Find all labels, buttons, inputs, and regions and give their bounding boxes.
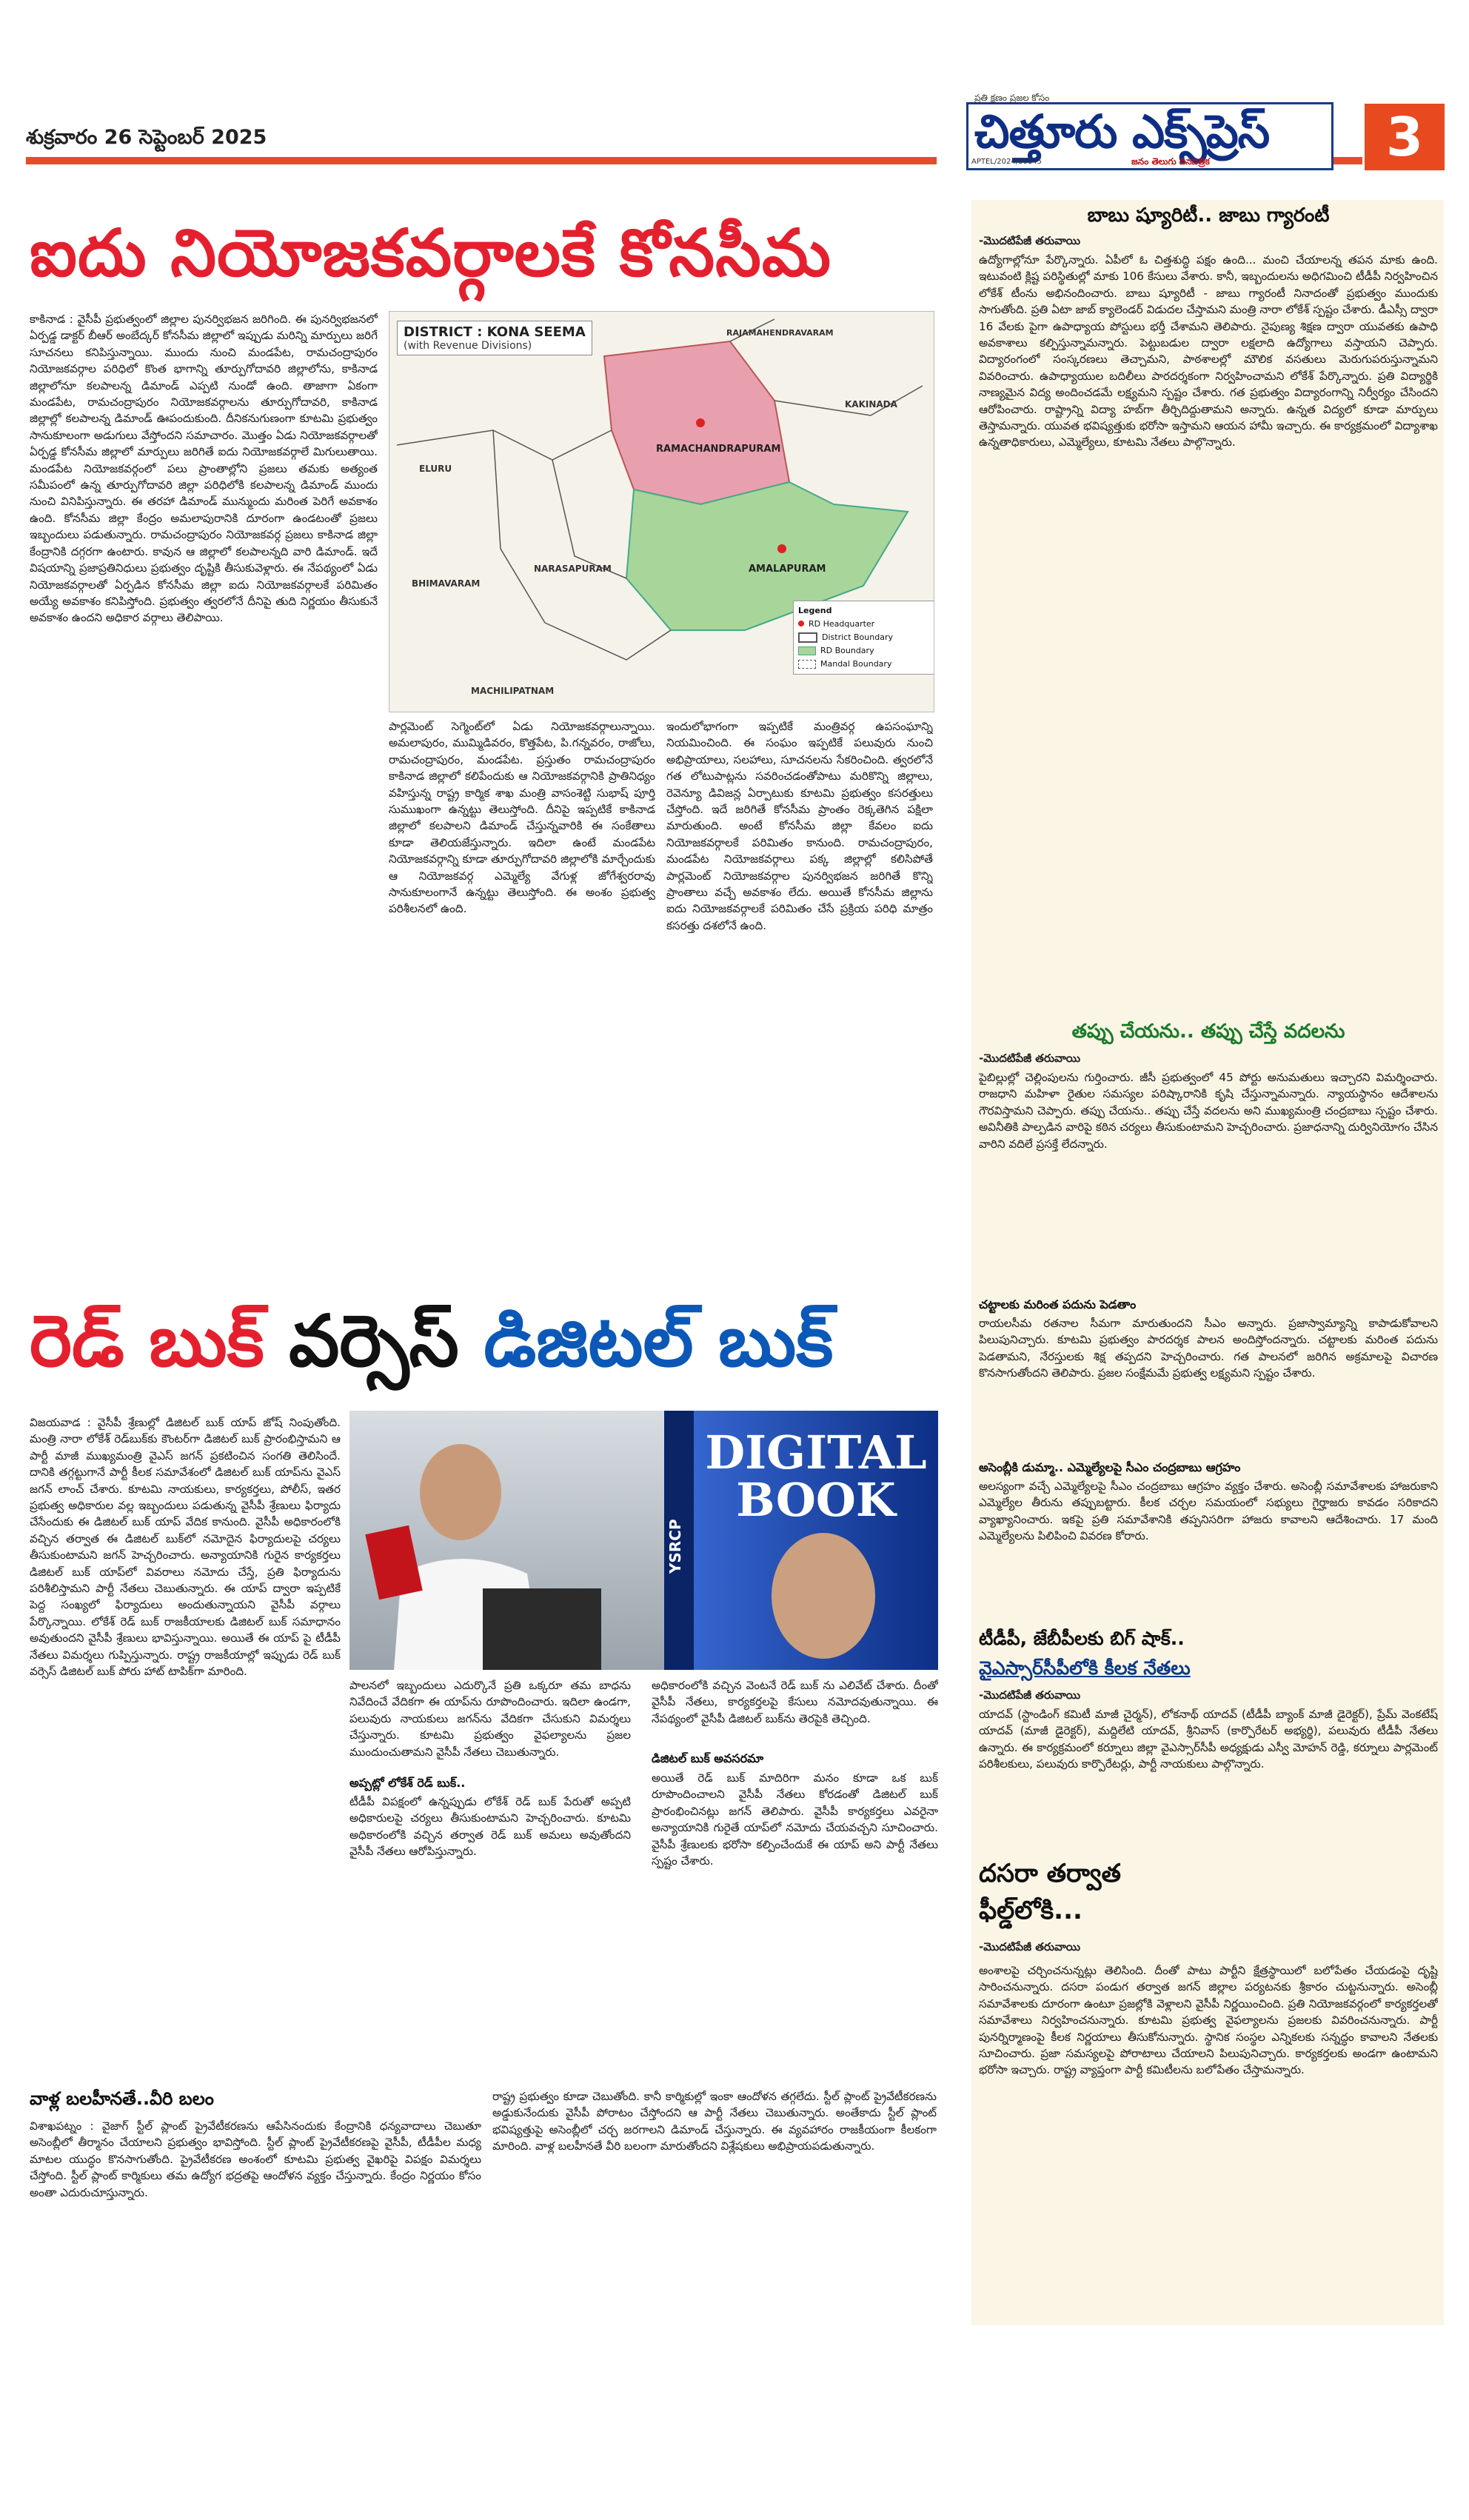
rc-text-4: అంశాలపై చర్చించనున్నట్లు తెలిసింది. దీంతో పాటు పార్టీని క్షేత్రస్థాయిలో బలోపేతం చేయడంపై దృష్టి సారించనున్నారు. దసరా పండుగ తర్వాత జగన్ జిల్లాల పర్యటనకు శ్రీకారం చుట్టనున్నారు. అసెంబ్లీ సమావేశాలకు దూరంగా ఉంటూ ప్రజల్లోకి వెళ్లాలని వైసీపీ నిర్ణయించింది. ప్రతి నియోజకవర్గంలో కార్యకర్తలతో సమావేశాలు నిర్వహించనున్నారు. కూటమి ప్రభుత్వ వైఫల్యాలను ప్రజలకు వివరించనున్నారు. పార్టీ పునర్నిర్మాణంపై కీలక నిర్ణయాలు తీసుకోనున్నారు. స్థానిక సంస్థల ఎన్నికలకు సన్నద్ధం కావాలని నేతలకు సూచించారు. ప్రజా సమస్యలపై పోరాటాలు చేయాలని పిలుపునిచ్చారు. కార్యకర్తలకు అండగా ఉంటామని భరోసా ఇచ్చారు. రాష్ట్ర వ్యాప్తంగా పార్టీ కమిటీలను బలోపేతం చేస్తామన్నారు. [979, 1964, 1438, 2077]
rc-title-1: బాబు ష్యూరిటీ.. జాబు గ్యారంటీ [1087, 204, 1330, 227]
masthead-tagline: జనం తెలుగు దినపత్రిక [1131, 156, 1210, 167]
masthead [966, 93, 1334, 170]
map-label: NARASAPURAM [534, 564, 612, 574]
podium [483, 1588, 601, 1670]
map-label: KAKINADA [845, 399, 897, 410]
map-label: AMALAPURAM [749, 564, 826, 575]
headline-digital-book: డిజిటల్ బుక్ [483, 1300, 834, 1383]
rc-subhead-2b: అసెంబ్లీకి డుమ్మా.. ఎమ్మెల్యేలపై సీఎం చంద్రబాబు ఆగ్రహం [979, 1460, 1241, 1474]
story2-column-3: అధికారంలోకి వచ్చిన వెంటనే రెడ్ బుక్ ను ఎలివేట్ చేశారు. దీంతో వైసీపీ నేతలు, కార్యకర్తలపై కేసులు నమోదవుతున్నాయి. ఈ నేపథ్యంలో వైసీపీ డిజిటల్ బుక్‌ను తెరపైకి తెచ్చింది. [652, 1679, 938, 1725]
rc-byline-2: -మొదటిపేజీ తరువాయి [979, 1052, 1081, 1065]
rc-byline-4: -మొదటిపేజీ తరువాయి [979, 1940, 1081, 1953]
headline-red-book: రెడ్ బుక్ [30, 1300, 264, 1383]
map-subtitle: (with Revenue Divisions) [404, 340, 532, 352]
rc-text-2b: రాయలసీమ రతనాల సీమగా మారుతుందని సీఎం అన్నారు. ప్రజాస్వామ్యాన్ని కాపాడుకోవాలని పిలుపునిచ్చారు. కూటమి ప్రభుత్వం పారదర్శక పాలన అందిస్తోందన్నారు. చట్టాలకు మరింత పదును పెడతామని, నేరస్తులకు శిక్ష తప్పదని హెచ్చరించారు. గత పాలనలో జరిగిన అక్రమాలపై విచారణ కొనసాగుతోందని తెలిపారు. ప్రజల సంక్షేమమే ప్రభుత్వ లక్ష్యమని స్పష్టం చేశారు. [979, 1317, 1438, 1380]
legend-title: Legend [798, 606, 832, 615]
map-legend [793, 601, 934, 675]
story1-column-1: కాకినాడ : వైసీపీ ప్రభుత్వంలో జిల్లాల పునర్విభజన జరిగింది. ఈ పునర్విభజనలో ఏర్పడ్డ డాక్టర్ బీఆర్ అంబేద్కర్ కోనసీమ జిల్లాలో ఇప్పుడు మరిన్ని మార్పులు జరిగే సూచనలు కనిపిస్తున్నాయి. ముందు నుంచి మండపేట, రామచంద్రాపురం నియోజకవర్గాల పరిధిలో కొంత భాగాన్ని తూర్పుగోదావరి జిల్లాలోను, కాకినాడ జిల్లాలోనూ కలపాలన్న డిమాండ్ ఎప్పటి నుండో ఉంది. తాజాగా ఏకంగా మండపేట, రామచంద్రాపురం నియోజకవర్గాలను తూర్పుగోదావరి, కాకినాడ జిల్లాల్లో కలపాలన్న డిమాండ్ ఊపందుకుంది. దీనికనుగుణంగా కూటమి ప్రభుత్వం సానుకూలంగా అడుగులు వేస్తోందని సమాచారం. మొత్తం ఏడు నియోజకవర్గాలతో ఏర్పడ్డ కోనసీమ జిల్లాలో మార్పులు జరిగితే ఐదు నియోజకవర్గాలే మిగులుతాయి. మండపేట నియోజకవర్గంలో పలు ప్రాంతాల్లోని ప్రజలు తమకు అత్యంత సమీపంలో ఉన్న తూర్పుగోదావరి జిల్లా పరిధిలోకి కలపాలన్న డిమాండ్ ముందు నుంచి వినిపిస్తున్నారు. ఈ తరహా డిమాండ్ మున్ముందు మరింత పెరిగే అవకాశం ఉంది. కోనసీమ జిల్లా కేంద్రం అమలాపురానికి దూరంగా ఉండటంతో ప్రజలు ఇబ్బందులు పడుతున్నారు. రామచంద్రాపురం నియోజకవర్గ ప్రజలు కాకినాడ జిల్లా కేంద్రానికి దగ్గరగా ఉంటారు. కావున ఆ జిల్లాలో కలపాలన్నది వారి డిమాండ్. ఇదే విషయాన్ని ప్రజాప్రతినిధులు ప్రభుత్వం దృష్టికి తీసుకువెళ్లారు. ఈ నేపథ్యంలో ఏడు నియోజకవర్గాలతో ఏర్పడిన కోనసీమ జిల్లా ఐదు నియోజకవర్గాలకే పరిమితం అయ్యే అవకాశం కనిపిస్తోంది. ప్రభుత్వం త్వరలోనే దీనిపై తుది నిర్ణయం తీసుకునే అవకాశం ఉందని అధికార వర్గాలు తెలిపాయి. [30, 313, 378, 625]
masthead-title: చిత్తూరు ఎక్స్‌ప్రెస్ [974, 104, 1270, 158]
story2-column-2: పాలనలో ఇబ్బందులు ఎదుర్కొనే ప్రతి ఒక్కరూ తమ బాధను నివేదించే వేదికగా ఈ యాప్‌ను రూపొందించారు. ఇదిలా ఉండగా, పలువురు నాయకులు జగన్‌ను వేదికగా చేసుకుని విమర్శలు చేస్తున్నారు. కూటమి ప్రభుత్వం వైఫల్యాలను ప్రజల ముందుంచుతామని వైసీపీ నేతలు చెబుతున్నారు. [349, 1679, 631, 1759]
map-title: DISTRICT : KONA SEEMA [404, 324, 586, 340]
kona-seema-map [389, 311, 934, 712]
story3-headline: వాళ్ల బలహీనతే..వీరి బలం [30, 2088, 214, 2109]
masthead-topline: ప్రతి క్షణం ప్రజల కోసం [974, 93, 1050, 103]
map-label: RAMACHANDRAPURAM [656, 444, 781, 455]
rc-title-4a: దసరా తర్వాత [979, 1859, 1121, 1888]
legend-item: RD Headquarter [798, 618, 931, 631]
story3-column-1: విశాఖపట్నం : వైజాగ్ స్టీల్ ప్లాంట్ ప్రైవేటీకరణను ఆపేసినందుకు కేంద్రానికి ధన్యవాదాలు చెబుతూ అసెంబ్లీలో తీర్మానం చేయాలని ప్రభుత్వం భావిస్తోంది. స్టీల్ ప్లాంట్ ప్రైవేటీకరణపై వైసీపీ, టీడీపీల మధ్య మాటల యుద్ధం కొనసాగుతోంది. ప్రైవేటీకరణ అంశంలో కూటమి ప్రభుత్వ వైఖరిపై విపక్షం విమర్శలు చేస్తోంది. స్టీల్ ప్లాంట్ కార్మికులు తమ ఉద్యోగ భద్రతపై ఆందోళన వ్యక్తం చేస్తున్నారు. కేంద్రం నిర్ణయం కోసం అంతా ఎదురుచూస్తున్నారు. [30, 2119, 481, 2199]
legend-item: RD Boundary [798, 644, 931, 658]
rc-text-2: పైబిల్లుల్లో చెల్లింపులను గుర్తించారు. జీసీ ప్రభుత్వంలో 45 పోర్టు అనుమతులు ఇచ్చారని విమర్శించారు. రాజధాని మహిళా రైతుల సమస్యల పరిష్కారానికి కృషి చేస్తున్నామన్నారు. న్యాయస్థానం ఆదేశాలను గౌరవిస్తామని చెప్పారు. తప్పు చేయను.. తప్పు చేస్తే వదలను అని ముఖ్యమంత్రి చంద్రబాబు స్పష్టం చేశారు. అవినీతికి పాల్పడిన వారిపై కఠిన చర్యలు తీసుకుంటామని హెచ్చరించారు. ప్రజాధనాన్ని దుర్వినియోగం చేసిన వారిని వదిలే ప్రసక్తే లేదన్నారు. [979, 1071, 1438, 1151]
rc-text-2c: అలస్యంగా వచ్చే ఎమ్మెల్యేలపై సీఎం చంద్రబాబు ఆగ్రహం వ్యక్తం చేశారు. అసెంబ్లీ సమావేశాలకు హాజరుకాని ఎమ్మెల్యేల తీరును తప్పుబట్టారు. కీలక చర్చల సమయంలో సభ్యులు గైర్హాజరు కావడం సరికాదని వ్యాఖ్యానించారు. ఇకపై ప్రతి సమావేశానికి తప్పనిసరిగా హాజరు కావాలని ఆదేశించారు. 17 మంది ఎమ్మెల్యేలను పిలిపించి వివరణ కోరారు. [979, 1480, 1438, 1543]
story1-column-2: పార్లమెంట్ సెగ్మెంట్‌లో ఏడు నియోజకవర్గాలున్నాయి. అమలాపురం, ముమ్మిడివరం, కొత్తపేట, పి.గన్నవరం, రాజోలు, రామచంద్రాపురం, మండపేట. ప్రస్తుతం రామచంద్రాపురం కాకినాడ జిల్లాలో కలిపేందుకు ఆ నియోజకవర్గానికి ప్రాతినిధ్యం వహిస్తున్న రాష్ట్ర కార్మిక శాఖ మంత్రి వాసంశెట్టి సుభాష్ పూర్తి సుముఖంగా ఉన్నట్టు తెలుస్తోంది. దీనిపై ఇప్పటికే కాకినాడ జిల్లాలో కలపాలని డిమాండ్ చేస్తున్నవారికి ఈ సంకేతాలు కూడా తెలియజేస్తున్నారు. ఇదిలా ఉంటే మండపేట నియోజకవర్గాన్ని కూడా తూర్పుగోదావరి జిల్లాలోకి మార్చేందుకు ఆ నియోజకవర్గ ఎమ్మెల్యే వేగుళ్ల జోగేశ్వరరావు సానుకూలంగానే ఉన్నట్టు తెలుస్తోంది. ఈ అంశం ప్రభుత్వ పరిశీలనలో ఉంది. [389, 720, 655, 916]
person-head [420, 1444, 501, 1540]
legend-item: Mandal Boundary [798, 658, 931, 671]
rc-title-2: తప్పు చేయను.. తప్పు చేస్తే వదలను [1071, 1020, 1345, 1043]
story2-headline [30, 1300, 833, 1400]
headline-versus: వర్సెస్ [289, 1300, 459, 1383]
rd-hq-marker-1 [696, 418, 705, 427]
story2-column-2b: టీడీపీ విపక్షంలో ఉన్నప్పుడు లోకేశ్ రెడ్ బుక్ పేరుతో అప్పటి అధికారులపై చర్యలు తీసుకుంటామని హెచ్చరించారు. కూటమి అధికారంలోకి వచ్చిన తర్వాత రెడ్ బుక్ అమలు అవుతోందని వైసీపీ నేతలు ఆరోపిస్తున్నారు. [349, 1795, 631, 1859]
rd-hq-marker-2 [777, 544, 786, 553]
story2-column-3b: అయితే రెడ్ బుక్ మాదిరిగా మనం కూడా ఒక బుక్ రూపొందించాలని వైసీపీ నేతలు కోరడంతో డిజిటల్ బుక్ ప్రారంభించినట్లు జగన్ తెలిపారు. వైసీపీ కార్యకర్తలు ఎవరైనా అన్యాయానికి గురైతే యాప్‌లో నమోదు చేయవచ్చని సూచించారు. వైసీపీ శ్రేణులకు భరోసా కల్పించేందుకే ఈ యాప్ అని పార్టీ నేతలు స్పష్టం చేశారు. [652, 1771, 938, 1868]
story3-column-2: రాష్ట్ర ప్రభుత్వం కూడా చెబుతోంది. కానీ కార్మికుల్లో ఇంకా ఆందోళన తగ్గలేదు. స్టీల్ ప్లాంట్ ప్రైవేటీకరణను అడ్డుకునేందుకు వైసీపీ పోరాటం చేస్తోందని ఆ పార్టీ నేతలు చెబుతున్నారు. అంతేకాదు స్టీల్ ప్లాంట్ భవిష్యత్తుపై అసెంబ్లీలో చర్చ జరగాలని డిమాండ్ చేస్తున్నారు. ఈ వ్యవహారం రాజకీయంగా కీలకంగా మారింది. వాళ్ల బలహీనతే వీరి బలంగా మారుతోందని విశ్లేషకులు అభిప్రాయపడుతున్నారు. [492, 2090, 937, 2153]
story2-photo [349, 1411, 938, 1670]
legend-item: District Boundary [798, 631, 931, 644]
rc-text-3: యాదవ్ (స్టాండింగ్ కమిటీ మాజీ చైర్మన్), లోకనాథ్ యాదవ్ (టీడీపీ బ్యాంక్ మాజీ డైరెక్టర్), ప్రేమ్ వెంకటేష్ యాదవ్ (మాజీ డైరెక్టర్), మద్దిలేటి యాదవ్, శ్రీనివాస్ (కార్పొరేటర్ అభ్యర్థి), పలువురు టీడీపీ నేతలు ఉన్నారు. ఈ కార్యక్రమంలో కర్నూలు జిల్లా వైఎస్సార్‌సీపీ అధ్యక్షుడు ఎస్వీ మోహన్ రెడ్డి, కర్నూలు పార్లమెంట్ పరిశీలకులు, పలువురు కార్పొరేటర్లు, పార్టీ నాయకులు పాల్గొన్నారు. [979, 1708, 1438, 1771]
story1-column-3: ఇందులోభాగంగా ఇప్పటికే మంత్రివర్గ ఉపసంఘాన్ని నియమించింది. ఈ సంఘం ఇప్పటికే పలువురు నుంచి అభిప్రాయాలు, సలహాలు, సూచనలను సేకరించింది. త్వరలోనే గత లోటుపాట్లను సవరించడంతోపాటు మరికొన్ని జిల్లాలు, రెవెన్యూ డివిజన్ల ఏర్పాటుకు కూటమి ప్రభుత్వం కసరత్తులు చేస్తోంది. ఇదే జరిగితే కోనసీమ ప్రాంతం రెక్కతెగిన పక్షిలా మారుతుంది. అంటే కోనసీమ జిల్లా కేవలం ఐదు నియోజకవర్గాలకే పరిమితం కానుంది. రామచంద్రాపురం, మండపేట నియోజకవర్గాలు పక్క జిల్లాల్లో కలిసిపోతే పార్లమెంట్ నియోజకవర్గాల పునర్విభజన జరిగితే కొన్ని ప్రాంతాలు వచ్చే అవకాశం లేదు. అయితే కోనసీమ జిల్లాను ఐదు నియోజకవర్గాలకే పరిమితం చేసే ప్రక్రియ పరిధి మాత్రం కసరత్తు దశలోనే ఉంది. [666, 720, 933, 932]
rc-title-3b: వైఎస్సార్‌సీపీలోకి కీలక నేతలు [979, 1657, 1191, 1679]
rc-title-4b: ఫీల్డ్‌లోకి... [979, 1896, 1082, 1925]
story2-subhead-1: అప్పట్లో లోకేశ్ రెడ్ బుక్.. [349, 1776, 466, 1790]
person2-head [772, 1533, 875, 1659]
map-label: ELURU [419, 464, 452, 474]
book-title: DIGITAL BOOK [705, 1426, 927, 1527]
header-rule [26, 157, 937, 164]
rc-text-1: ఉద్యోగాల్లోనూ పేర్కొన్నారు. ఏపీలో ఓ చిత్తశుద్ధి పక్షం ఉంది... మంచి చేయాలన్న తపన మాకు ఉంది. ఇటువంటి క్లిష్ట పరిస్థితుల్లో మాకు 106 కేసులు వేశారు. కానీ, ఇబ్బందులను అధిగమించి టీడీపీ నిర్వహించిన లోకేశ్ టీంను అభినందించారు. బాబు ష్యూరిటీ - జాబు గ్యారంటీ నినాదంతో ప్రభుత్వం ముందుకు సాగుతోంది. ప్రతి ఏటా జాబ్ క్యాలెండర్ విడుదల చేస్తామని మంత్రి నారా లోకేశ్ స్పష్టం చేశారు. డీఎస్సీ ద్వారా 16 వేలకు పైగా ఉపాధ్యాయ పోస్టులు భర్తీ చేశామని తెలిపారు. నైపుణ్య శిక్షణ ద్వారా యువతకు ఉపాధి అవకాశాలు కల్పిస్తున్నామన్నారు. పెట్టుబడుల ద్వారా లక్షలాది ఉద్యోగాలు వస్తాయని చెప్పారు. విద్యారంగంలో సంస్కరణలు తెచ్చామని, పాఠశాలల్లో మౌలిక వసతులు మెరుగుపరుస్తున్నామని వివరించారు. ఉపాధ్యాయుల బదిలీలు పారదర్శకంగా నిర్వహించామని లోకేశ్ పేర్కొన్నారు. ప్రతి విద్యార్థికి నాణ్యమైన విద్య అందించడమే లక్ష్యమని స్పష్టం చేశారు. గత ప్రభుత్వం విద్యారంగాన్ని నిర్వీర్యం చేసిందని ఆరోపించారు. రాష్ట్రాన్ని విద్యా హబ్‌గా తీర్చిదిద్దుతామని అన్నారు. ఉన్నత విద్యలో కూడా మార్పులు తెస్తామన్నారు. యువత భవిష్యత్తుకు భరోసా ఇస్తామని ఆయన హామీ ఇచ్చారు. ఈ కార్యక్రమంలో విద్యాశాఖ ఉన్నతాధికారులు, ఎమ్మెల్యేలు, కూటమి నేతలు పాల్గొన్నారు. [979, 253, 1438, 449]
rc-byline-3: -మొదటిపేజీ తరువాయి [979, 1688, 1081, 1702]
masthead-rni: APTEL/2024/86145 [971, 158, 1042, 166]
map-label: RAJAMAHENDRAVARAM [726, 328, 834, 338]
rc-subhead-2a: చట్టాలకు మరింత పదును పెడతాం [979, 1297, 1137, 1311]
map-label: MACHILIPATNAM [471, 686, 555, 696]
story2-column-1: విజయవాడ : వైసీపీ శ్రేణుల్లో డిజిటల్ బుక్ యాప్ జోష్ నింపుతోంది. మంత్రి నారా లోకేశ్ రెడ్‌బుక్‌కు కౌంటర్‌గా డిజిటల్ బుక్ ప్రారంభిస్తామని ఆ పార్టీ మాజీ ముఖ్యమంత్రి వైఎస్ జగన్ ప్రకటించిన సంగతి తెలిసిందే. దానికి తగ్గట్టుగానే పార్టీ కీలక సమావేశంలో డిజిటల్ బుక్ యాప్‌ను వైఎస్ జగన్ లాంచ్ చేశారు. కూటమి నాయకులు, కార్యకర్తలు, పోలీస్, ఇతర ప్రభుత్వ అధికారుల వల్ల ఇబ్బందులు పడుతున్న వైసీపీ శ్రేణులు ఫిర్యాదు చేసేందుకు ఈ డిజిటల్ బుక్ యాప్ వేదిక కానుంది. వైసీపీ అధికారంలోకి వచ్చిన తర్వాత ఈ డిజిటల్ బుక్‌లో నమోదైన ఫిర్యాదులపై చర్యలు తీసుకుంటామని జగన్ హెచ్చరించారు. అన్యాయానికి గురైన కార్యకర్తలు డిజిటల్ బుక్ యాప్‌లో వివరాలు నమోదు చేస్తే, ప్రతి ఫిర్యాదును పరిశీలిస్తామని పార్టీ నేతలు చెబుతున్నారు. ఈ యాప్ ద్వారా ఇప్పటికే పెద్ద సంఖ్యలో ఫిర్యాదులు అందుతున్నాయని వైసీపీ వర్గాలు పేర్కొన్నాయి. లోకేశ్ రెడ్ బుక్ రాజకీయాలకు డిజిటల్ బుక్ సమాధానం అవుతుందని వైసీపీ శ్రేణులు భావిస్తున్నాయి. అయితే ఈ యాప్ పై టీడీపీ నేతలు విమర్శలు గుప్పిస్తున్నారు. రాష్ట్ర రాజకీయాల్లో ఇప్పుడు రెడ్ బుక్ వర్సెస్ డిజిటల్ బుక్ పోరు హాట్ టాపిక్‌గా మారింది. [30, 1416, 341, 1679]
map-title-box [397, 321, 592, 355]
map-label: BHIMAVARAM [412, 578, 481, 589]
book-spine-label: YSRCP [666, 1519, 684, 1574]
header-rule-right [1333, 157, 1362, 164]
issue-date: శుక్రవారం 26 సెప్టెంబర్ 2025 [26, 126, 267, 149]
story2-subhead-2: డిజిటల్ బుక్ అవసరమా [652, 1751, 764, 1765]
page-number: 3 [1365, 104, 1445, 170]
rc-title-3a: టీడీపీ, జేబీపీలకు బిగ్ షాక్.. [979, 1628, 1185, 1649]
rc-byline-1: -మొదటిపేజీ తరువాయి [979, 234, 1081, 247]
story1-headline: ఐదు నియోజకవర్గాలకే కోనసీమ [30, 215, 832, 291]
